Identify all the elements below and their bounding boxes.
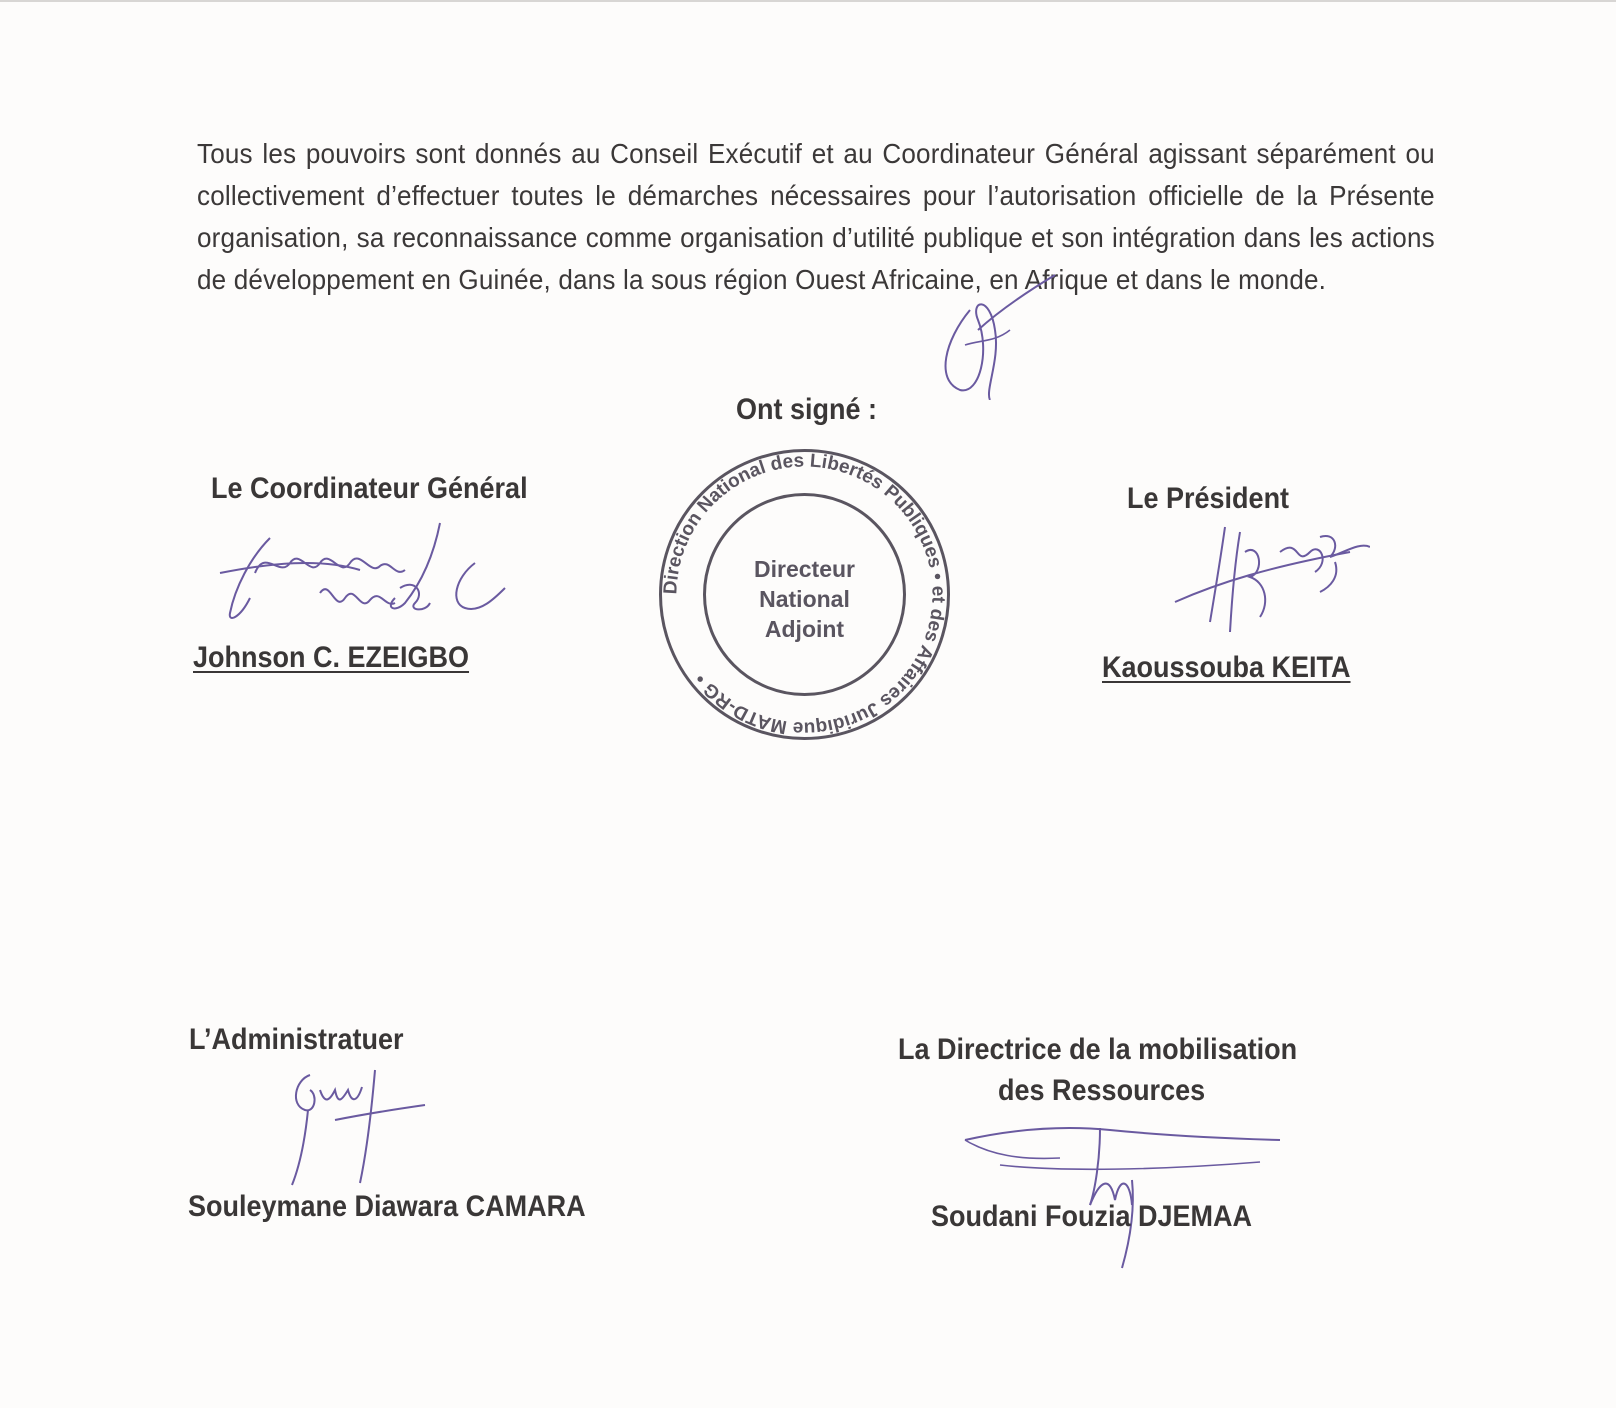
coordinator-signature	[210, 518, 510, 643]
director-title-line2: des Ressources	[998, 1074, 1206, 1107]
president-name: Kaoussouba KEITA	[1102, 651, 1351, 684]
scan-edge	[0, 0, 1616, 2]
seal-inner-line2: National	[759, 586, 850, 612]
coordinator-title: Le Coordinateur Général	[211, 472, 528, 505]
director-title-line1: La Directrice de la mobilisation	[898, 1033, 1298, 1066]
official-seal-stamp	[657, 447, 952, 742]
administrator-signature	[280, 1065, 430, 1190]
director-name: Soudani Fouzia DJEMAA	[931, 1200, 1253, 1233]
seal-outer-text: Direction National des Libertés Publiques • et des Affaires Juridique MATD-RG •	[660, 450, 949, 739]
president-signature	[1170, 522, 1370, 637]
president-title: Le Président	[1127, 482, 1290, 515]
body-paragraph	[197, 133, 1435, 301]
director-signature	[960, 1120, 1290, 1270]
initials-signature	[940, 270, 1060, 400]
seal-inner-line3: Adjoint	[764, 616, 845, 642]
coordinator-name: Johnson C. EZEIGBO	[193, 641, 470, 674]
seal-inner-line1: Directeur	[754, 556, 855, 582]
signed-heading: Ont signé :	[736, 393, 878, 426]
administrator-title: L’Administratuer	[189, 1023, 404, 1056]
body-paragraph-text: Tous les pouvoirs sont donnés au Conseil Exécutif et au Coordinateur Général agissant séparément ou collectivement d’effectuer toutes le démarches nécessaires pour l’autorisation officielle de la Présente organisation, sa reconnaissance comme organisation d’utilité publique et son intégration dans les actions de développement en Guinée, dans la sous région Ouest Africaine, en Afrique et dans le monde.	[197, 138, 1435, 295]
administrator-name: Souleymane Diawara CAMARA	[188, 1190, 586, 1223]
